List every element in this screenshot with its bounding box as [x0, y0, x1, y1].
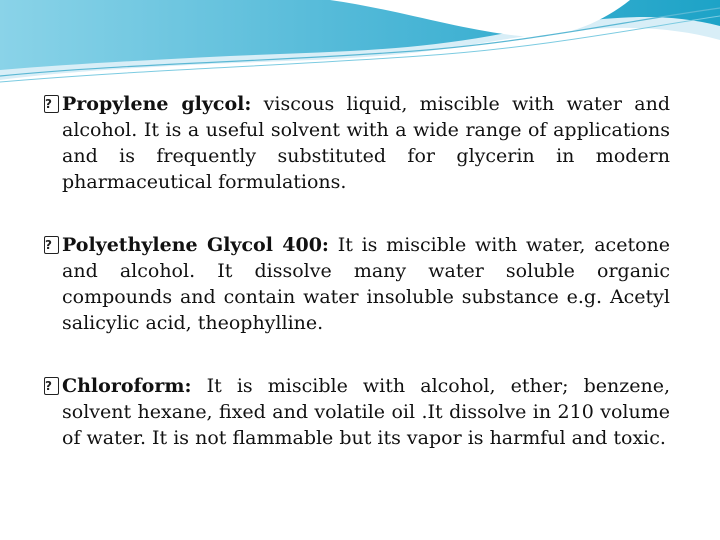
bullet-text: It is miscible with water, acetone and alcohol. It dissolve many water soluble organic compounds and contain water insoluble substance e.g. Acetyl salicylic acid, theophylline.: [62, 234, 670, 334]
bullet-text: It is miscible with alcohol, ether; benzene, solvent hexane, fixed and volatile oil .It dissolve in 210 volume of water. It is not flammable but its vapor is harmful and toxic.: [62, 375, 670, 449]
bullet-list: [44, 91, 670, 451]
bullet-text: viscous liquid, miscible with water and alcohol. It is a useful solvent with a wide range of applications and is frequently substituted for glycerin in modern pharmaceutical formulations.: [62, 93, 671, 193]
bullet-polyethylene-glycol: [44, 232, 670, 336]
bullet-term: Propylene glycol:: [62, 93, 252, 115]
bullet-term: Polyethylene Glycol 400:: [62, 234, 329, 256]
bullet-term: Chloroform:: [62, 375, 192, 397]
bullet-propylene-glycol: [44, 91, 670, 195]
replacement-character-icon: ?: [44, 236, 59, 254]
header-wave-decoration: [0, 0, 720, 90]
bullet-chloroform: [44, 373, 670, 451]
replacement-character-icon: ?: [44, 95, 59, 113]
replacement-character-icon: ?: [44, 377, 59, 395]
